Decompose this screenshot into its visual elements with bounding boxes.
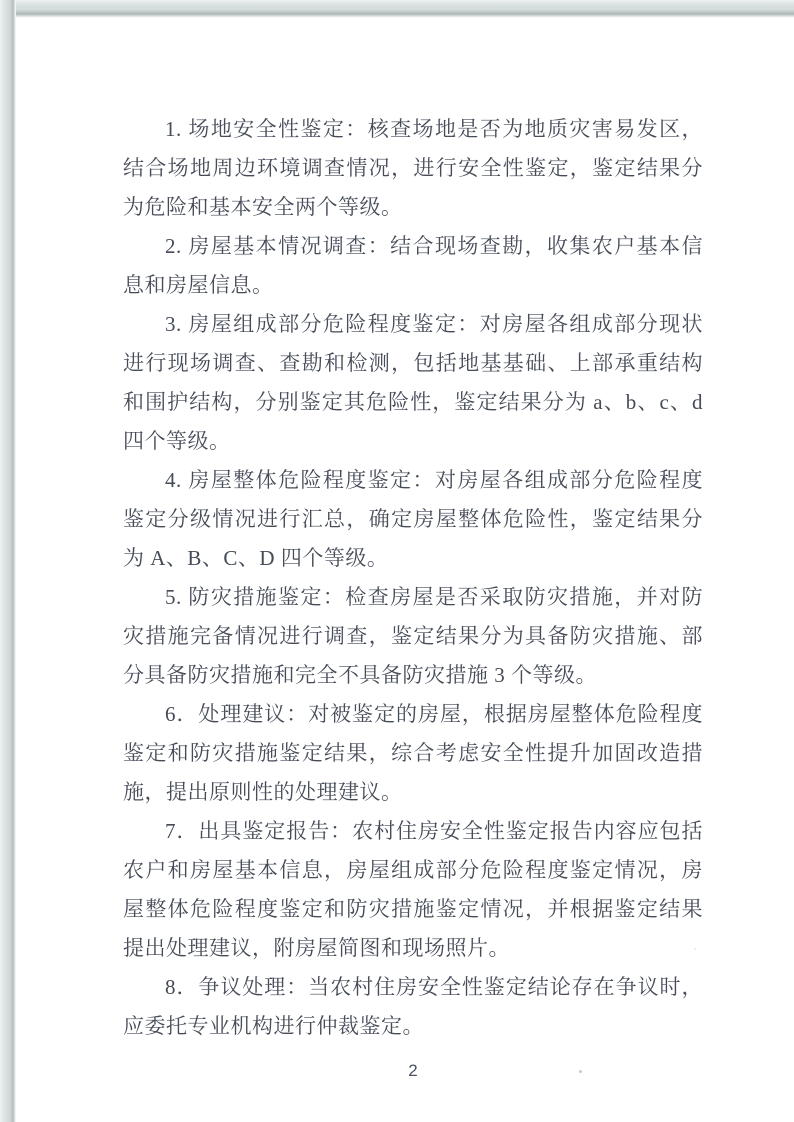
scan-artifact-speck [579,1070,582,1073]
document-text-block [123,110,703,1046]
paragraph-5-disaster-measures-appraisal: 5. 防灾措施鉴定：检查房屋是否采取防灾措施，并对防灾措施完备情况进行调查，鉴定结果分为具备防灾措施、部分具备防灾措施和完全不具备防灾措施 3 个等级。 [123,585,703,687]
scan-artifact-top-edge [0,0,794,18]
paragraph-8-dispute-handling: 8．争议处理：当农村住房安全性鉴定结论存在争议时，应委托专业机构进行仲裁鉴定。 [123,975,703,1038]
scan-artifact-speck [694,948,696,950]
scan-artifact-speck [695,830,697,833]
paragraph-2-basic-situation-survey: 2. 房屋基本情况调查：结合现场查勘，收集农户基本信息和房屋信息。 [123,234,703,297]
paragraph-7-appraisal-report: 7．出具鉴定报告：农村住房安全性鉴定报告内容应包括农户和房屋基本信息，房屋组成部分危险程度鉴定情况，房屋整体危险程度鉴定和防灾措施鉴定情况，并根据鉴定结果提出处理建议，附房屋简图和现场照片。 [123,819,703,960]
page-number: 2 [408,1061,418,1080]
paragraph-3-component-danger-appraisal: 3. 房屋组成部分危险程度鉴定：对房屋各组成部分现状进行现场调查、查勘和检测，包括地基基础、上部承重结构和围护结构，分别鉴定其危险性，鉴定结果分为 a、b、c、d 四个等级。 [123,312,703,453]
scan-artifact-left-edge [0,0,16,1122]
paragraph-6-handling-suggestions: 6．处理建议：对被鉴定的房屋，根据房屋整体危险程度鉴定和防灾措施鉴定结果，综合考虑安全性提升加固改造措施，提出原则性的处理建议。 [123,702,703,804]
paragraph-1-site-safety-appraisal: 1. 场地安全性鉴定：核查场地是否为地质灾害易发区，结合场地周边环境调查情况，进行安全性鉴定，鉴定结果分为危险和基本安全两个等级。 [123,117,703,219]
paragraph-4-overall-danger-appraisal: 4. 房屋整体危险程度鉴定：对房屋各组成部分危险程度鉴定分级情况进行汇总，确定房屋整体危险性，鉴定结果分为 A、B、C、D 四个等级。 [123,468,703,570]
